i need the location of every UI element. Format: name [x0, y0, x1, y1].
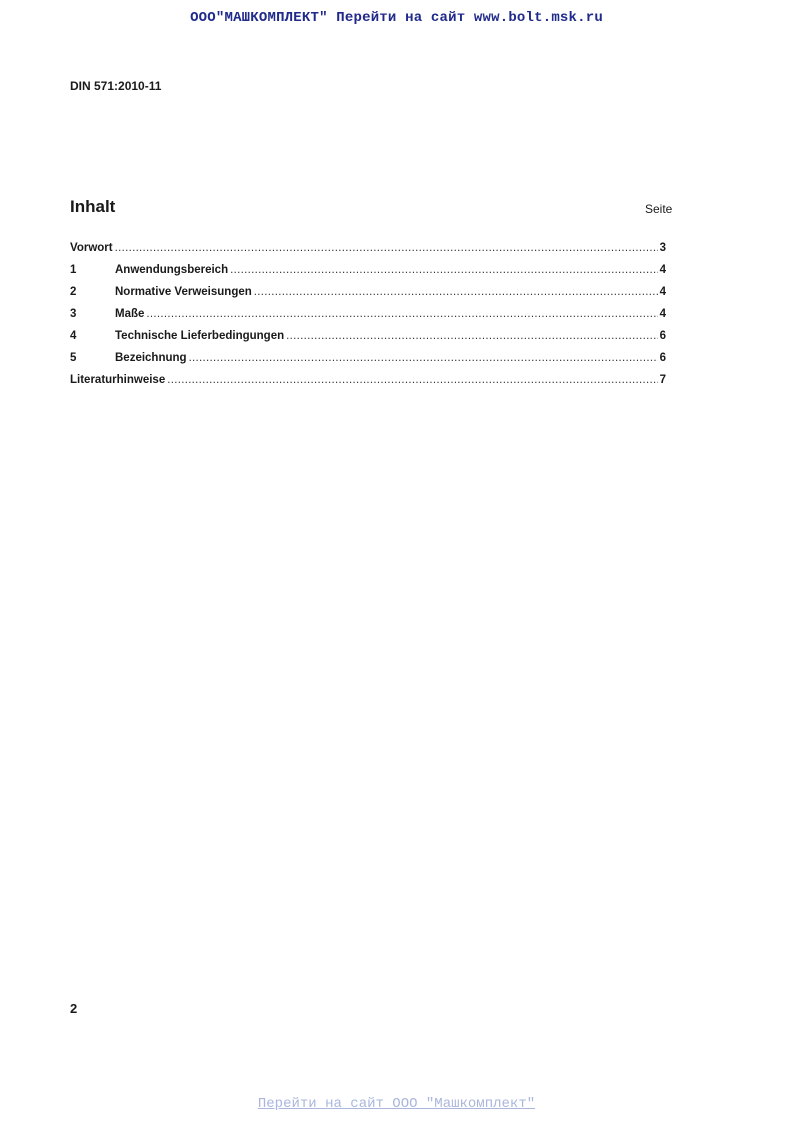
- toc-entry-number: 5: [70, 352, 77, 364]
- toc-entry-number: 4: [70, 330, 77, 342]
- table-of-contents: [70, 242, 666, 396]
- toc-entry-page: 4: [659, 286, 666, 298]
- toc-entry-number: 3: [70, 308, 77, 320]
- toc-page-column-label: Seite: [645, 202, 673, 216]
- toc-entry-label: Vorwort: [70, 242, 113, 254]
- toc-entry-page: 6: [659, 330, 666, 342]
- toc-dot-leader: [167, 374, 657, 386]
- toc-title: Inhalt: [70, 197, 116, 216]
- toc-entry-page: 7: [659, 374, 666, 386]
- toc-dot-leader: [146, 308, 657, 320]
- document-id: DIN 571:2010-11: [70, 79, 162, 93]
- toc-dot-leader: [189, 352, 658, 364]
- toc-entry-label: Maße: [115, 308, 145, 320]
- toc-dot-leader: [230, 264, 657, 276]
- toc-entry-anwendungsbereich[interactable]: [70, 264, 666, 286]
- toc-entry-number: 1: [70, 264, 77, 276]
- toc-dot-leader: [254, 286, 658, 298]
- site-banner-link[interactable]: ООО"МАШКОМПЛЕКТ" Перейти на сайт www.bolt.msk.ru: [190, 10, 603, 26]
- toc-entry-technische-lieferbedingungen[interactable]: [70, 330, 666, 352]
- toc-dot-leader: [115, 242, 658, 254]
- toc-entry-label: Bezeichnung: [115, 352, 187, 364]
- toc-entry-bezeichnung[interactable]: [70, 352, 666, 374]
- toc-entry-label: Literaturhinweise: [70, 374, 166, 386]
- toc-entry-page: 3: [659, 242, 666, 254]
- toc-entry-page: 6: [659, 352, 666, 364]
- toc-entry-vorwort[interactable]: [70, 242, 666, 264]
- company-site-link[interactable]: Перейти на сайт ООО "Машкомплект": [257, 1096, 536, 1112]
- toc-entry-number: 2: [70, 286, 77, 298]
- toc-entry-page: 4: [659, 264, 666, 276]
- toc-entry-page: 4: [659, 308, 666, 320]
- toc-entry-label: Technische Lieferbedingungen: [115, 330, 285, 342]
- toc-entry-literaturhinweise[interactable]: [70, 374, 666, 396]
- toc-dot-leader: [286, 330, 657, 342]
- toc-entry-label: Anwendungsbereich: [115, 264, 229, 276]
- toc-entry-masse[interactable]: [70, 308, 666, 330]
- toc-entry-normative-verweisungen[interactable]: [70, 286, 666, 308]
- page-number: 2: [70, 1001, 78, 1016]
- toc-entry-label: Normative Verweisungen: [115, 286, 252, 298]
